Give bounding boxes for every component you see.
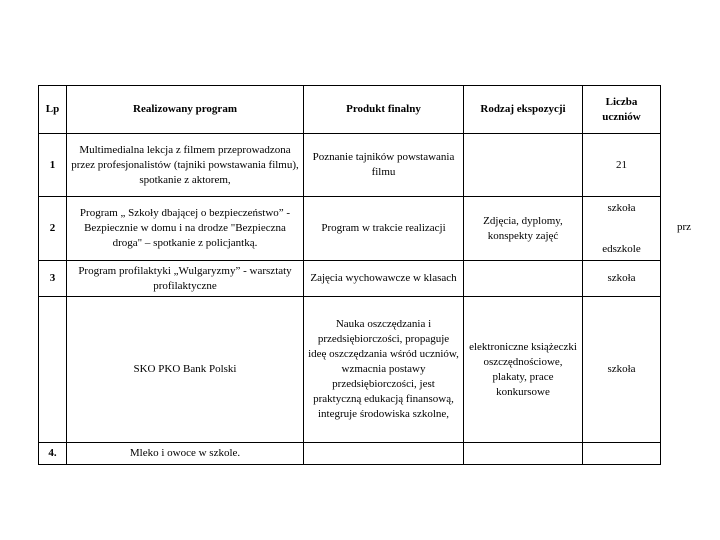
header-lp: Lp bbox=[39, 86, 67, 134]
row-students-bottom: edszkole bbox=[602, 242, 641, 255]
row-product: Poznanie tajników powstawania filmu bbox=[304, 134, 464, 197]
row-exposition: Zdjęcia, dyplomy, konspekty zajęć bbox=[464, 197, 583, 261]
row-program: Multimedialna lekcja z filmem przeprowadzona przez profesjonalistów (tajniki powstawania filmu), spotkanie z aktorem, bbox=[67, 134, 304, 197]
header-program: Realizowany program bbox=[67, 86, 304, 134]
row-program: Program profilaktyki „Wulgaryzmy” - warsztaty profilaktyczne bbox=[67, 261, 304, 297]
row-lp: 4. bbox=[39, 443, 67, 465]
program-table bbox=[38, 85, 661, 465]
row-exposition: elektroniczne książeczki oszczędnościowe, plakaty, prace konkursowe bbox=[464, 297, 583, 443]
row-students: 21 bbox=[583, 134, 661, 197]
table-row bbox=[39, 261, 661, 297]
header-students: Liczba uczniów bbox=[583, 86, 661, 134]
table-row bbox=[39, 134, 661, 197]
row-program: Program „ Szkoły dbającej o bezpieczeństwo” - Bezpiecznie w domu i na drodze "Bezpieczna droga" – spotkanie z policjantką. bbox=[67, 197, 304, 261]
row-lp bbox=[39, 297, 67, 443]
row-lp: 2 bbox=[39, 197, 67, 261]
table-row bbox=[39, 443, 661, 465]
table-row bbox=[39, 297, 661, 443]
row-students bbox=[583, 197, 661, 261]
row-product: Program w trakcie realizacji bbox=[304, 197, 464, 261]
row-product: Zajęcia wychowawcze w klasach bbox=[304, 261, 464, 297]
row-exposition bbox=[464, 443, 583, 465]
header-row bbox=[39, 86, 661, 134]
row-lp: 1 bbox=[39, 134, 67, 197]
row-exposition bbox=[464, 261, 583, 297]
row-program: SKO PKO Bank Polski bbox=[67, 297, 304, 443]
row-lp: 3 bbox=[39, 261, 67, 297]
row-students-top: szkoła bbox=[607, 201, 636, 214]
row-exposition bbox=[464, 134, 583, 197]
row-students bbox=[583, 443, 661, 465]
row-program: Mleko i owoce w szkole. bbox=[67, 443, 304, 465]
row-product bbox=[304, 443, 464, 465]
row-product: Nauka oszczędzania i przedsiębiorczości, propaguje ideę oszczędzania wśród uczniów, wzmacnia postawy przedsiębiorczości, jest praktyczną edukacją finansową, integruje środowiska szkolne, bbox=[304, 297, 464, 443]
table-row bbox=[39, 197, 661, 261]
row-students: szkoła bbox=[583, 297, 661, 443]
row-students: szkoła bbox=[583, 261, 661, 297]
overflow-text: prz bbox=[677, 221, 692, 233]
header-exposition: Rodzaj ekspozycji bbox=[464, 86, 583, 134]
header-product: Produkt finalny bbox=[304, 86, 464, 134]
